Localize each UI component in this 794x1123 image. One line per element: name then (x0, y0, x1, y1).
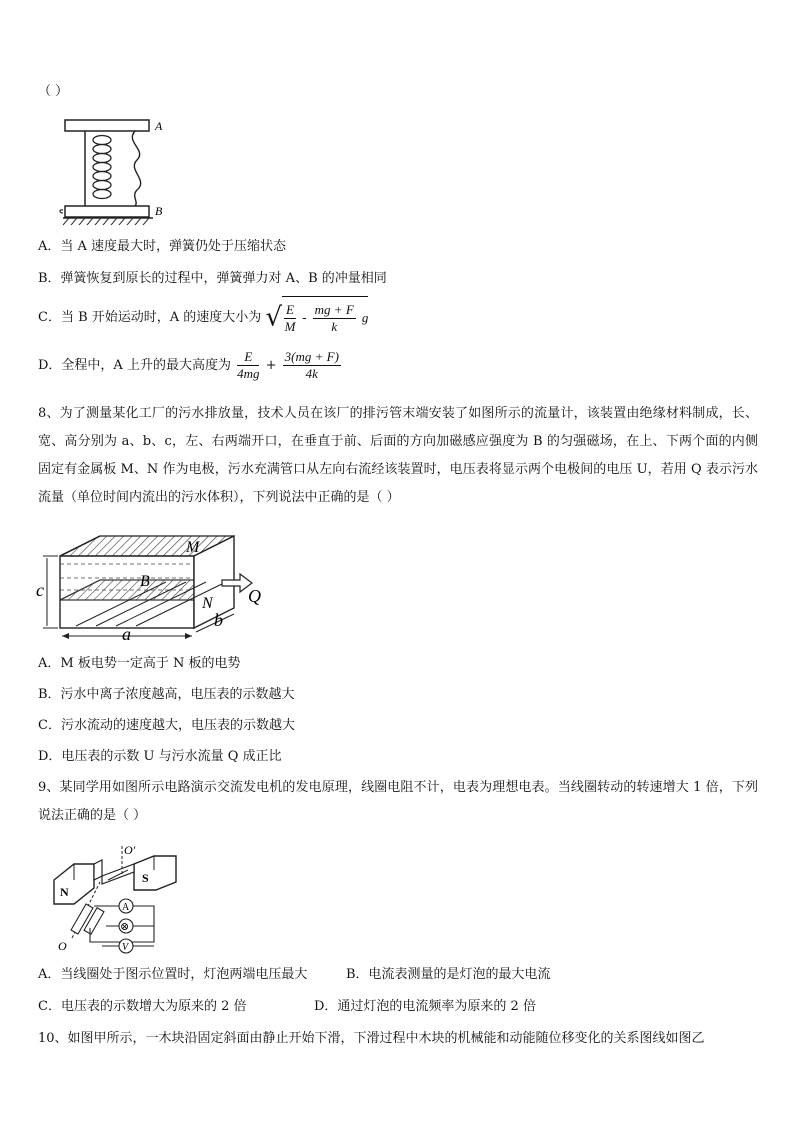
q7-option-d (38, 346, 343, 386)
q8-label-m: M (186, 539, 200, 556)
q7-option-d-text: D．全程中，A 上升的最大高度为 (38, 358, 231, 373)
q8-flowmeter-figure (36, 530, 276, 646)
q9-stem: 9、某同学用如图所示电路演示交流发电机的发电原理，线圈电阻不计，电表为理想电表。当线圈转动的转速增大 1 倍，下列说法正确的是（ ） (38, 780, 758, 823)
q7-d-t1-num: E (237, 349, 259, 366)
q7-option-c-formula: √ $\frac{E}{M}$ - $\frac{mg + F}{k}$ g (265, 296, 368, 339)
q9-generator-figure (50, 842, 180, 954)
q7-c-t2-den: k (331, 319, 338, 334)
q8-option-b: B．污水中离子浓度越高，电压表的示数越大 (38, 687, 295, 702)
q7-d-t1-den: 4mg (237, 366, 260, 381)
q7-c-minus: - (302, 311, 307, 326)
q7-d-t2-num: 3(mg + F) (284, 349, 339, 364)
q9-voltmeter-symbol: V (122, 942, 129, 953)
q9-ammeter-symbol: A (122, 902, 130, 913)
q8-label-a-length: a (122, 624, 131, 644)
q7-answer-paren: （ ） (38, 84, 69, 99)
q10-stem: 10、如图甲所示，一木块沿固定斜面由静止开始下滑，下滑过程中木块的机械能和动能随位移变化的关系图线如图乙 (38, 1031, 705, 1046)
q7-option-a: A．当 A 速度最大时，弹簧仍处于压缩状态 (38, 239, 287, 254)
q7-option-c-text: C．当 B 开始运动时，A 的速度大小为 (38, 310, 262, 325)
q7-spring-figure (55, 112, 175, 230)
q9-option-c: C．电压表的示数增大为原来的 2 倍 (38, 999, 247, 1014)
q8-label-b-width: b (214, 610, 223, 630)
q8-label-c-height: c (36, 580, 44, 600)
q8-label-b-field: B (140, 573, 150, 590)
q7-label-a: A (155, 119, 163, 133)
q7-c-t1-den: M (284, 319, 296, 334)
q9-label-s-pole: S (142, 871, 149, 885)
q9-option-a: A．当线圈处于图示位置时，灯泡两端电压最大 (38, 967, 308, 982)
q9-label-n-pole: N (60, 885, 69, 899)
q8-label-q: Q (248, 586, 261, 606)
q7-option-b: B．弹簧恢复到原长的过程中，弹簧弹力对 A、B 的冲量相同 (38, 271, 387, 286)
q8-label-n: N (202, 595, 213, 612)
q9-label-o-prime: O′ (124, 843, 136, 857)
q9-label-o: O (58, 939, 67, 953)
q8-option-d: D．电压表的示数 U 与污水流量 Q 成正比 (38, 749, 282, 764)
q9-lamp-symbol: ⊗ (120, 921, 130, 933)
q7-c-t1-num: E (286, 302, 294, 317)
q8-stem: 8、为了测量某化工厂的污水排放量，技术人员在该厂的排污管末端安装了如图所示的流量计，该装置由绝缘材料制成，长、宽、高分别为 a、b、c，左、右两端开口，在垂直于前、后面的方向加磁感应强度为 B 的匀强磁场，在上、下两个面的内侧固定有金属板 M、N 作为电极，污水充满管口从左向右流经该装置时，电压表将显示两个电极间的电压 U，若用 Q 表示污水流量（单位时间内流出的污水体积），下列说法中正确的是（ ） (38, 406, 758, 505)
q7-option-c (38, 296, 368, 339)
q7-d-t2-den: 4k (305, 366, 318, 381)
q9-option-d: D．通过灯泡的电流频率为原来的 2 倍 (314, 999, 536, 1014)
q8-option-a: A．M 板电势一定高于 N 板的电势 (38, 656, 241, 671)
q8-option-c: C．污水流动的速度越大，电压表的示数越大 (38, 718, 295, 733)
q7-c-t2-num: mg + F (314, 302, 354, 317)
q9-option-b: B．电流表测量的是灯泡的最大电流 (346, 967, 551, 982)
q7-label-b: B (155, 204, 163, 218)
q7-d-plus: + (265, 358, 277, 373)
q7-c-tail: g (361, 310, 369, 325)
